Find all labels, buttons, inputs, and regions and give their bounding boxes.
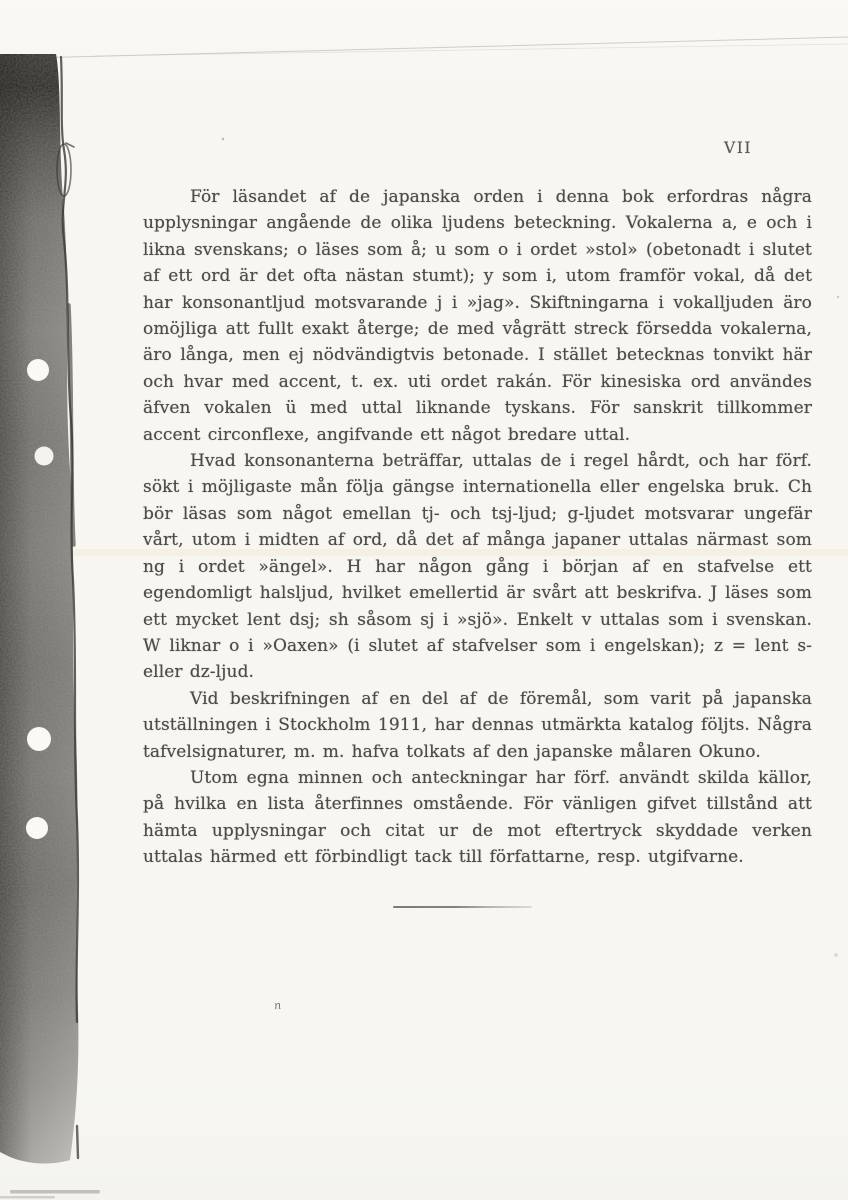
paragraph: Utom egna minnen och anteckningar har förf. användt skilda källor, på hvilka en lista återfinnes omstående. För vänligen gifvet tillstånd att hämta upplysningar och citat ur de mot eftertryck skyddade verken uttalas härmed ett förbindligt tack till författarne, resp. utgifvarne.	[143, 767, 812, 868]
punch-hole	[26, 817, 48, 839]
section-divider	[393, 906, 532, 908]
page-number: VII	[724, 139, 752, 157]
punch-hole	[27, 727, 51, 751]
scan-binding-edge	[0, 50, 92, 1165]
paragraph: Vid beskrifningen af en del af de föremål, som varit på japanska utställningen i Stockholm 1911, har dennas utmärkta katalog följts. Några tafvelsignaturer, m. m. hafva tolkats af den japanske målaren Okuno.	[143, 688, 812, 762]
text-block	[143, 184, 812, 871]
punch-hole	[27, 359, 49, 381]
stray-ink-mark: n	[273, 998, 282, 1013]
page-crease-line	[57, 57, 78, 1158]
punch-hole	[35, 447, 54, 466]
punch-holes	[26, 359, 54, 839]
top-scan-lines	[28, 37, 848, 58]
paragraph: Hvad konsonanterna beträffar, uttalas de i regel hårdt, och har förf. sökt i möjligaste mån följa gängse internationella eller engelska bruk. Ch bör läsas som något emellan tj- och tsj-ljud; g-ljudet motsvarar ungefär vårt, utom i midten af ord, då det af många japaner uttalas närmast som ng i ordet »ängel». H har någon gång i början af en stafvelse ett egendomligt halsljud, hvilket emellertid är svårt att beskrifva. J läses som ett mycket lent dsj; sh såsom sj i »sjö». Enkelt v uttalas som i svenskan. W liknar o i »Oaxen» (i slutet af stafvelser som i engelskan); z = lent s- eller dz-ljud.	[143, 451, 812, 683]
paragraph: För läsandet af de japanska orden i denna bok erfordras några upplysningar angående de olika ljudens beteckning. Vokalerna a, e och i likna svenskans; o läses som å; u som o i ordet »stol» (obetonadt i slutet af ett ord är det ofta nästan stumt); y som i, utom framför vokal, då det har konsonantljud motsvarande j i »jag». Skiftningarna i vokalljuden äro omöjliga att fullt exakt återge; de med vågrätt streck försedda vokalerna, äro långa, men ej nödvändigtvis betonade. I stället betecknas tonvikt här och hvar med accent, t. ex. uti ordet rakán. För kinesiska ord användes äfven vokalen ü med uttal liknande tyskans. För sanskrit tillkommer accent circonflexe, angifvande ett något bredare uttal.	[143, 187, 812, 445]
